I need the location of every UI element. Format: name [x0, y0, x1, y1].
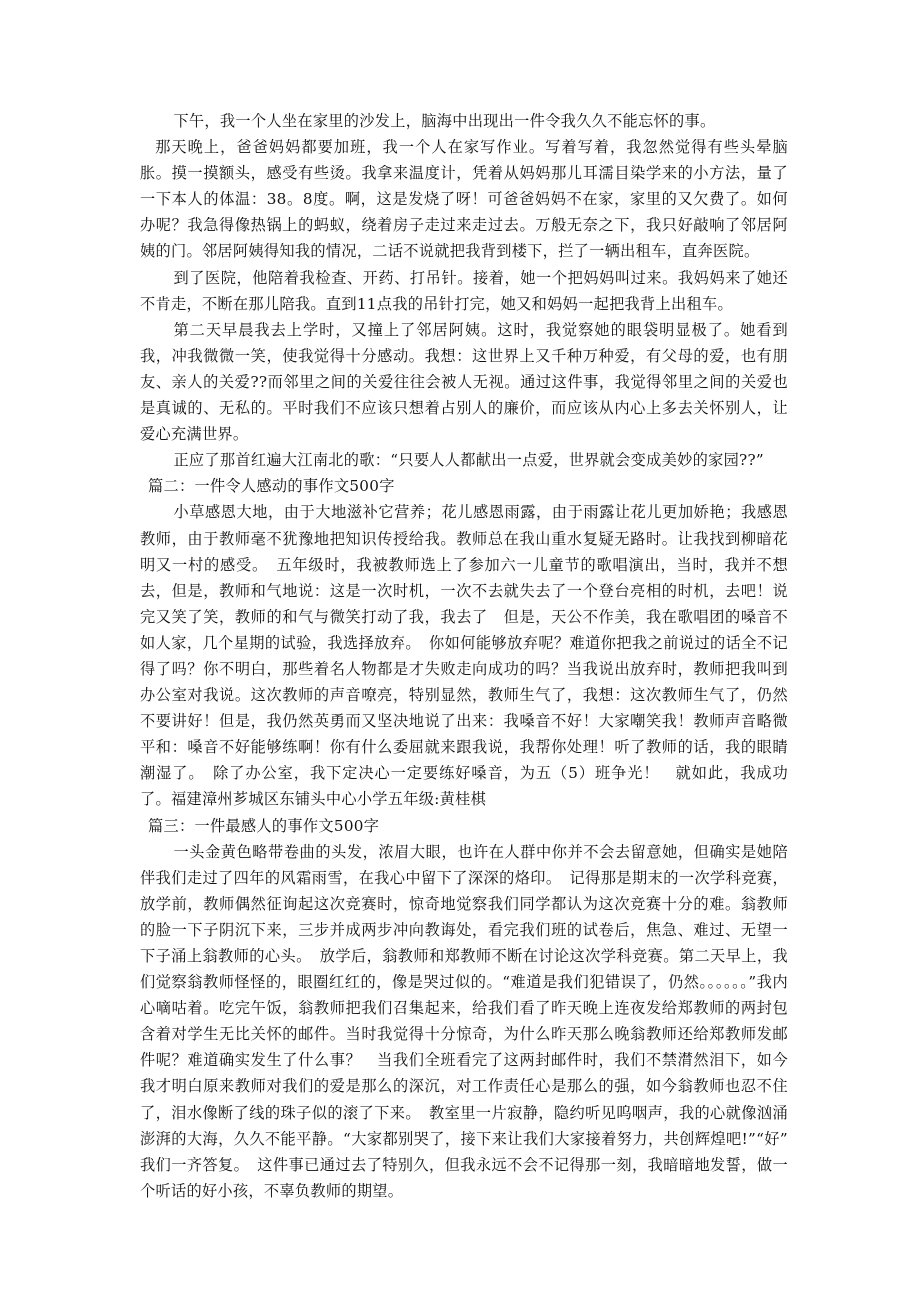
- document-page: [140, 108, 804, 1204]
- paragraph-5: 正应了那首红遍大江南北的歌：“只要人人都献出一点爱，世界就会变成美妙的家园??”: [173, 451, 765, 470]
- section-heading-2: 篇二：一件令人感动的事作文500字: [148, 477, 395, 496]
- section-heading-3: 篇三：一件最感人的事作文500字: [148, 816, 380, 835]
- paragraph-7: 一头金黄色略带卷曲的头发，浓眉大眼，也许在人群中你并不会去留意她，但确实是她陪伴我们走过了四年的风霜雨雪，在我心中留下了深深的烙印。 记得那是期末的一次学科竞赛，放学前，教师偶然征询起这次竞赛时，惊奇地觉察我们同学都认为这次竞赛十分的难。翁教师的脸一下子阴沉下来，三步并成两步冲向教诲处，看完我们班的试卷后，焦急、难过、无望一下子涌上翁教师的心头。 放学后，翁教师和郑教师不断在讨论这次学科竞赛。第二天早上，我们觉察翁教师怪怪的，眼圈红红的，像是哭过似的。“难道是我们犯错误了，仍然。。。。。。”我内心嘀咕着。吃完午饭，翁教师把我们召集起来，给我们看了昨天晚上连夜发给郑教师的两封包含着对学生无比关怀的邮件。当时我觉得十分惊奇，为什么昨天那么晚翁教师还给郑教师发邮件呢？难道确实发生了什么事？ 当我们全班看完了这两封邮件时，我们不禁潸然泪下，如今我才明白原来教师对我们的爱是那么的深沉，对工作责任心是那么的强，如今翁教师也忍不住了，泪水像断了线的珠子似的滚了下来。 教室里一片寂静，隐约听见呜咽声，我的心就像汹涌澎湃的大海，久久不能平静。“大家都别哭了，接下来让我们大家接着努力，共创辉煌吧!”“好” 我们一齐答复。 这件事已通过去了特别久，但我永远不会不记得那一刻，我暗暗地发誓，做一个听话的好小孩，不辜负教师的期望。: [140, 842, 804, 1200]
- paragraph-6: 小草感恩大地，由于大地滋补它营养；花儿感恩雨露，由于雨露让花儿更加娇艳；我感恩教师，由于教师毫不犹豫地把知识传授给我。教师总在我山重水复疑无路时。让我找到柳暗花明又一村的感受。 五年级时，我被教师选上了参加六一儿童节的歌唱演出，当时，我并不想去，但是，教师和气地说：这是一次时机，一次不去就失去了一个登台亮相的时机，去吧！说完又笑了笑，教师的和气与微笑打动了我，我去了 但是，天公不作美，我在歌唱团的嗓音不如人家，几个星期的试验，我选择放弃。 你如何能够放弃呢？难道你把我之前说过的话全不记得了吗？你不明白，那些着名人物都是才失败走向成功的吗？当我说出放弃时，教师把我叫到办公室对我说。这次教师的声音嘹亮，特别显然，教师生气了，我想：这次教师生气了，仍然不要讲好！但是，我仍然英勇而又坚决地说了出来：我嗓音不好！大家嘲笑我！教师声音略微平和：嗓音不好能够练啊！你有什么委屈就来跟我说，我帮你处理！听了教师的话，我的眼睛潮湿了。 除了办公室，我下定决心一定要练好嗓音，为五（5）班争光！ 就如此，我成功了。福建漳州芗城区东铺头中心小学五年级:黄桂棋: [140, 503, 788, 809]
- paragraph-1: 下午，我一个人坐在家里的沙发上，脑海中出现出一件令我久久不能忘怀的事。: [173, 112, 716, 130]
- paragraph-3: 到了医院，他陪着我检查、开药、打吊针。接着，她一个把妈妈叫过来。我妈妈来了她还不肯走，不断在那儿陪我。直到11点我的吊针打完，她又和妈妈一起把我背上出租车。: [140, 268, 788, 313]
- paragraph-4: 第二天早晨我去上学时，又撞上了邻居阿姨。这时，我觉察她的眼袋明显极了。她看到我，冲我微微一笑，使我觉得十分感动。我想：这世界上又千种万种爱，有父母的爱，也有朋友、亲人的关爱??而邻里之间的关爱往往会被人无视。通过这件事，我觉得邻里之间的关爱也是真诚的、无私的。平时我们不应该只想着占别人的廉价，而应该从内心上多去关怀别人，让爱心充满世界。: [140, 320, 788, 444]
- paragraph-2: 那天晚上，爸爸妈妈都要加班，我一个人在家写作业。写着写着，我忽然觉得有些头晕脑胀。摸一摸额头，感受有些烫。我拿来温度计，凭着从妈妈那儿耳濡目染学来的小方法，量了一下本人的体温：38。8度。啊，这是发烧了呀！可爸爸妈妈不在家，家里的又欠费了。如何办呢？我急得像热锅上的蚂蚁，绕着房子走过来走过去。万般无奈之下，我只好敲响了邻居阿姨的门。邻居阿姨得知我的情况，二话不说就把我背到楼下，拦了一辆出租车，直奔医院。: [140, 138, 788, 261]
